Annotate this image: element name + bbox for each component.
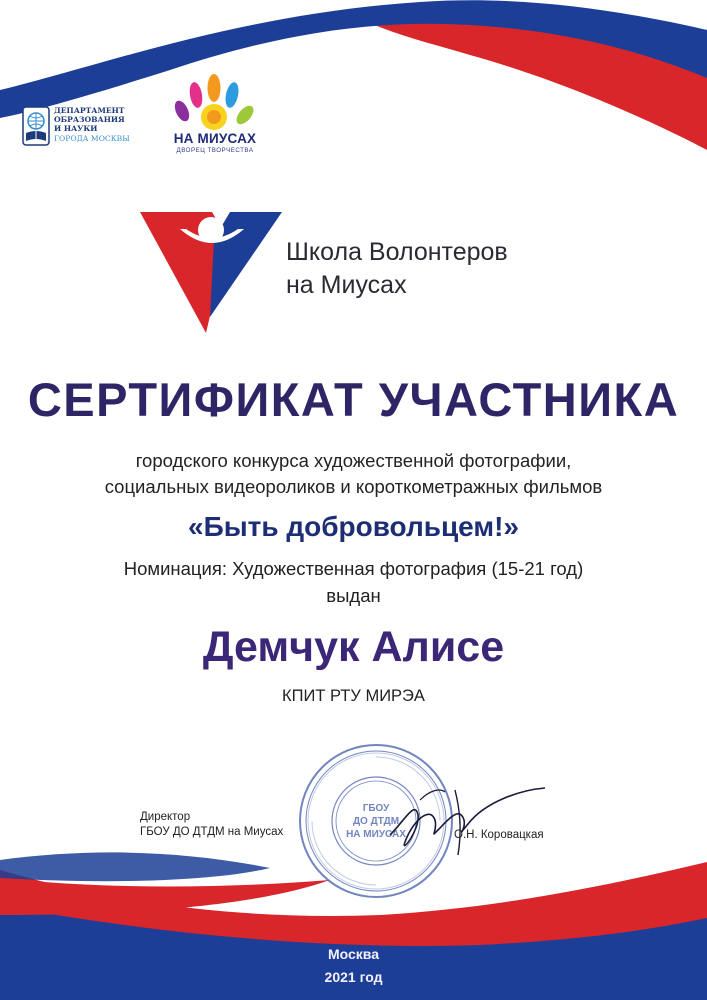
footer-year: 2021 год [324,969,383,985]
department-line-1: ДЕПАРТАМЕНТ [54,106,125,115]
nomination-text: Номинация: Художественная фотография (15-21 год) [123,558,584,579]
volunteer-figure-v-icon [140,207,282,333]
stamp-center-line-2: ДО ДТДМ [352,816,400,827]
handwritten-signature-icon [360,760,550,870]
bottom-white-wave [0,852,270,881]
palace-logo-subtitle: ДВОРЕЦ ТВОРЧЕСТВА [176,147,254,154]
department-logo [22,106,130,146]
school-name [286,236,606,302]
palace-logo-title: НА МИУСАХ [173,131,257,146]
school-name-line-2: на Миусах [286,271,407,299]
footer-city: Москва [327,946,380,962]
certificate-description [0,448,707,499]
description-line-2: социальных видеороликов и короткометражных фильмов [104,475,603,497]
contest-name: «Быть добровольцем!» [188,511,519,542]
department-line-3: И НАУКИ [54,124,98,134]
school-name-line-1: Школа Волонтеров [286,238,508,266]
certificate-title: СЕРТИФИКАТ УЧАСТНИКА [27,373,680,426]
signer-role [140,810,283,840]
signer-name: О.Н. Коровацкая [454,829,544,841]
department-line-4: ГОРОДА МОСКВЫ [54,133,130,143]
signer-role-line-2: ГБОУ ДО ДТДМ на Миусах [140,826,284,838]
stamp-center-line-1: ГБОУ [362,803,390,814]
stamp-center-line-3: НА МИУСАХ [346,829,406,840]
signer-role-line-1: Директор [140,811,191,823]
issued-label: выдан [326,585,381,606]
department-line-2: ОБРАЗОВАНИЯ [54,115,125,125]
recipient-organization: КПИТ РТУ МИРЭА [282,687,425,705]
globe-book-emblem-icon [22,106,50,146]
recipient-name: Демчук Алисе [202,623,505,671]
description-line-1: городского конкурса художественной фотографии, [135,450,572,471]
colorful-hand-icon [160,73,270,173]
